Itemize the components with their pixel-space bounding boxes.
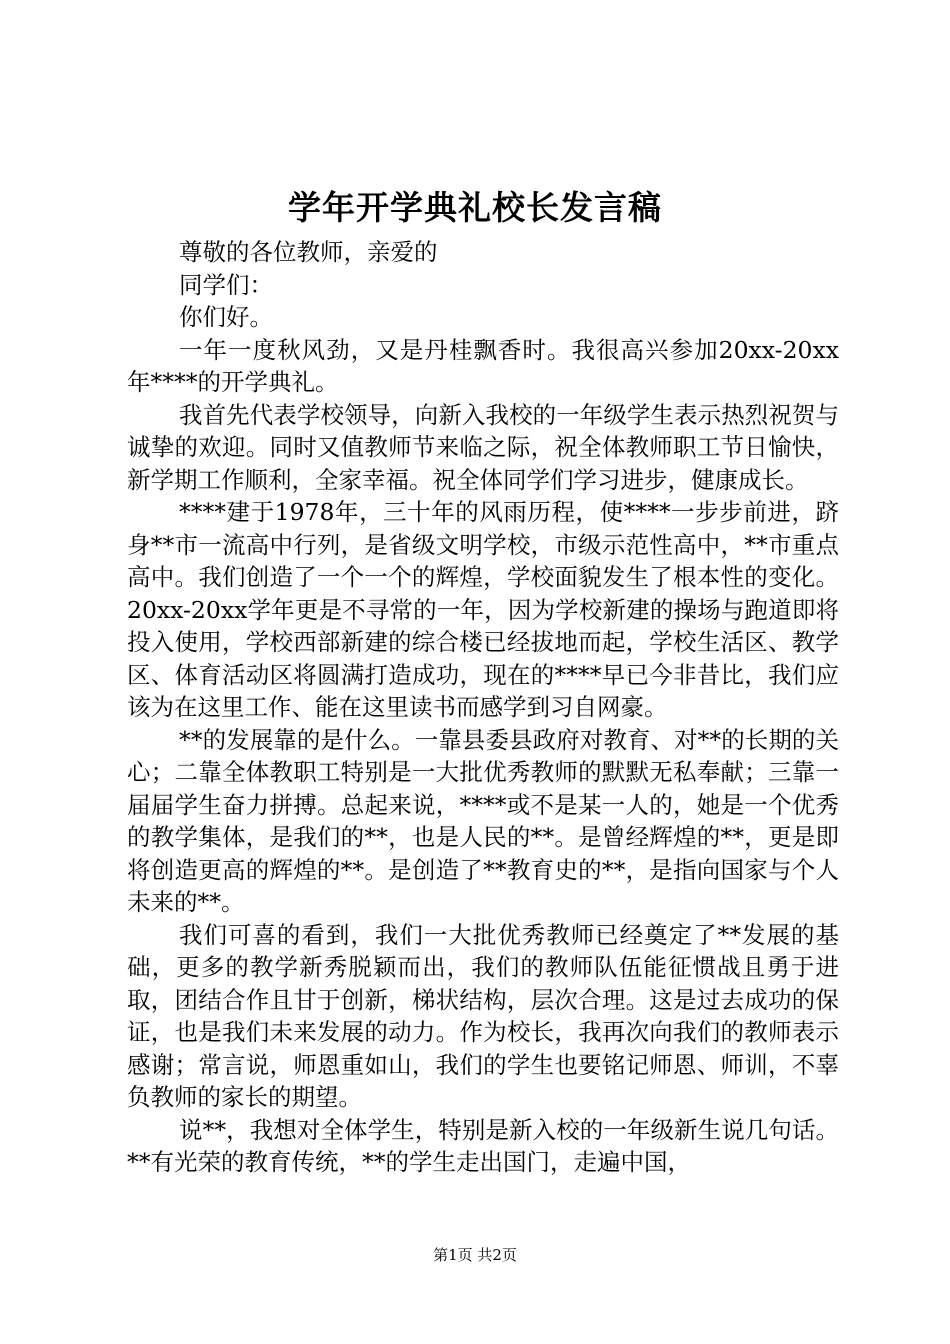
page-number-footer: 第1页 共2页	[433, 1246, 517, 1264]
paragraph: 一年一度秋风劲，又是丹桂飘香时。我很高兴参加20xx-20xx年****的开学典礼。	[127, 335, 839, 396]
paragraph: **的发展靠的是什么。一靠县委县政府对教育、对**的长期的关心；二靠全体教职工特别是一大批优秀教师的默默无私奉献；三靠一届届学生奋力拼搏。总起来说，****或不是某一人的，她是一个优秀的教学集体，是我们的**，也是人民的**。是曾经辉煌的**，更是即将创造更高的辉煌的**。是创造了**教育史的**，是指向国家与个人未来的**。	[127, 725, 839, 916]
document-body	[127, 236, 839, 1179]
paragraph: 我们可喜的看到，我们一大批优秀教师已经奠定了**发展的基础，更多的教学新秀脱颖而出，我们的教师队伍能征惯战且勇于进取，团结合作且甘于创新，梯状结构，层次合理。这是过去成功的保证，也是我们未来发展的动力。作为校长，我再次向我们的教师表示感谢；常言说，师恩重如山，我们的学生也要铭记师恩、师训，不辜负教师的家长的期望。	[127, 920, 839, 1111]
document-title: 学年开学典礼校长发言稿	[288, 188, 662, 227]
paragraph: ****建于1978年，三十年的风雨历程，使****一步步前进，跻身**市一流高中行列，是省级文明学校，市级示范性高中，**市重点高中。我们创造了一个一个的辉煌，学校面貌发生了根本性的变化。20xx-20xx学年更是不寻常的一年，因为学校新建的操场与跑道即将投入使用，学校西部新建的综合楼已经拔地而起，学校生活区、教学区、体育活动区将圆满打造成功，现在的****早已今非昔比，我们应该为在这里工作、能在这里读书而感学到习自网豪。	[127, 498, 839, 721]
paragraph: 说**，我想对全体学生，特别是新入校的一年级新生说几句话。**有光荣的教育传统，**的学生走出国门，走遍中国，	[127, 1115, 839, 1176]
paragraph-salutation: 尊敬的各位教师，亲爱的	[179, 238, 438, 266]
paragraph-salutation-cont: 同学们：	[179, 270, 273, 299]
paragraph: 我首先代表学校领导，向新入我校的一年级学生表示热烈祝贺与诚挚的欢迎。同时又值教师节来临之际，祝全体教师职工节日愉快，新学期工作顺利，全家幸福。祝全体同学们学习进步，健康成长。	[127, 400, 839, 494]
paragraph-greeting: 你们好。	[179, 303, 273, 331]
